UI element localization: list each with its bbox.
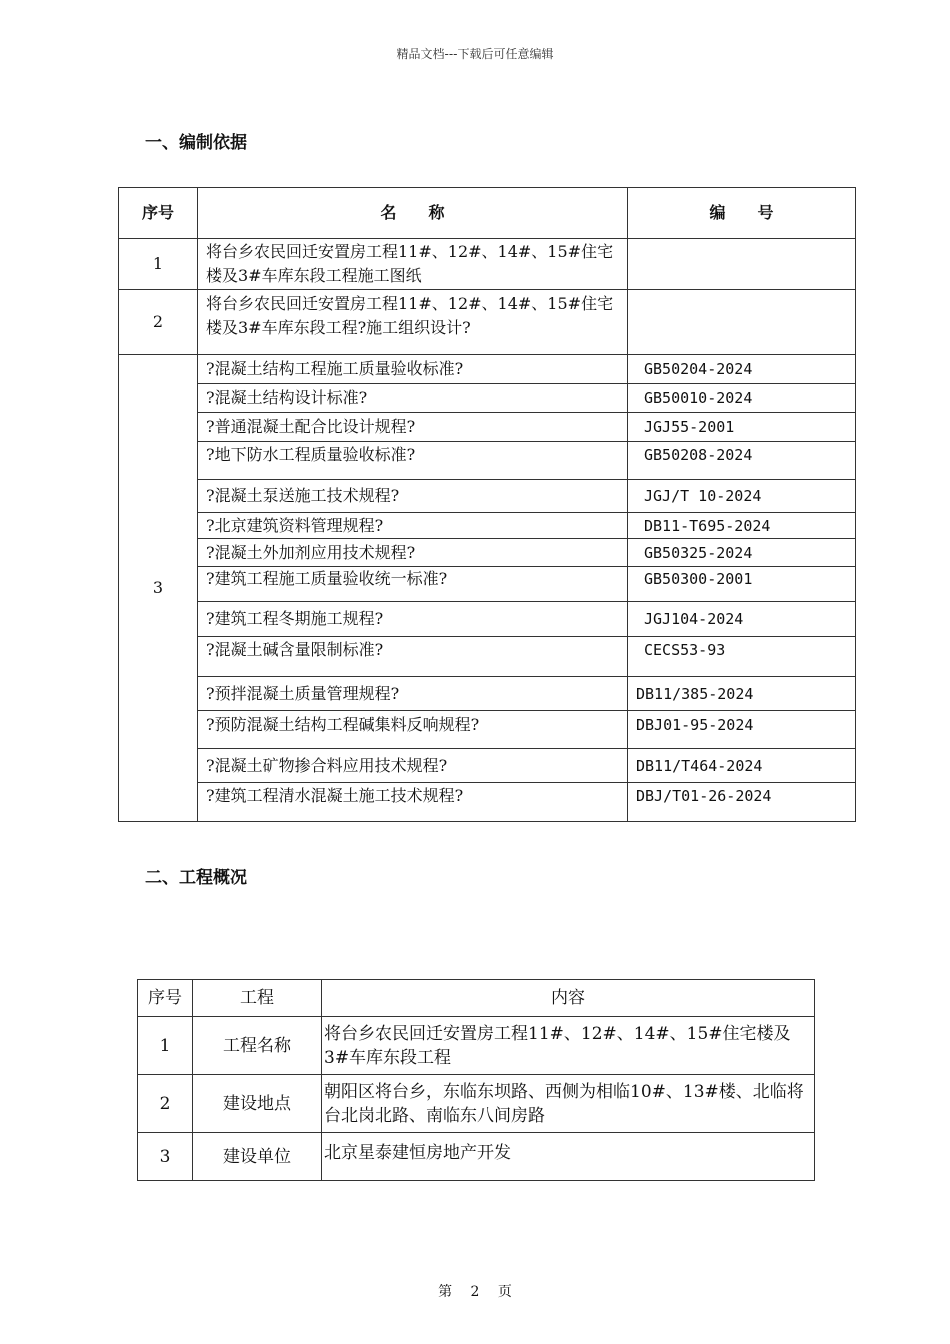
row-code: DB11/385-2024: [628, 677, 856, 711]
header-no: 序号: [138, 980, 193, 1017]
row-code: DB11-T695-2024: [628, 513, 856, 539]
row-name: 将台乡农民回迁安置房工程11#、12#、14#、15#住宅楼及3#车库东段工程?施工组织设计?: [198, 290, 628, 355]
row-name: ?预拌混凝土质量管理规程?: [198, 677, 628, 711]
row-code: GB50204-2024: [628, 355, 856, 384]
table-row: [138, 1017, 815, 1075]
row-no: 3: [119, 355, 198, 822]
section-heading-overview: 二、工程概况: [145, 868, 247, 888]
basis-table: [118, 187, 856, 822]
row-name: ?混凝土矿物掺合料应用技术规程?: [198, 749, 628, 783]
table-row: [119, 480, 856, 513]
row-code: [628, 290, 856, 355]
table-row: [119, 783, 856, 822]
table-row: [119, 239, 856, 290]
row-code: GB50208-2024: [628, 442, 856, 480]
table-row: [119, 637, 856, 677]
row-name: ?混凝土泵送施工技术规程?: [198, 480, 628, 513]
table-row: [119, 749, 856, 783]
row-name: ?建筑工程清水混凝土施工技术规程?: [198, 783, 628, 822]
row-no: 2: [119, 290, 198, 355]
table-row: [119, 539, 856, 567]
row-name: ?混凝土碱含量限制标准?: [198, 637, 628, 677]
table-header-row: [119, 188, 856, 239]
table-row: [119, 677, 856, 711]
row-code: GB50010-2024: [628, 384, 856, 413]
row-code: JGJ104-2024: [628, 602, 856, 637]
table-row: [119, 602, 856, 637]
row-name: ?普通混凝土配合比设计规程?: [198, 413, 628, 442]
row-code: GB50325-2024: [628, 539, 856, 567]
row-content: 将台乡农民回迁安置房工程11#、12#、14#、15#住宅楼及3#车库东段工程: [322, 1017, 815, 1075]
table-header-row: [138, 980, 815, 1017]
table-row: [119, 567, 856, 602]
overview-table: [137, 979, 815, 1181]
table-row: [119, 290, 856, 355]
table-row: [119, 513, 856, 539]
row-item: 建设地点: [193, 1075, 322, 1133]
row-name: ?建筑工程冬期施工规程?: [198, 602, 628, 637]
row-no: 3: [138, 1133, 193, 1181]
row-content: 朝阳区将台乡，东临东坝路、西侧为相临10#、13#楼、北临将台北岗北路、南临东八间房路: [322, 1075, 815, 1133]
section-heading-basis: 一、编制依据: [145, 133, 247, 153]
row-code: DB11/T464-2024: [628, 749, 856, 783]
row-name: ?北京建筑资料管理规程?: [198, 513, 628, 539]
row-code: DBJ/T01-26-2024: [628, 783, 856, 822]
header-content: 内容: [322, 980, 815, 1017]
row-code: JGJ/T 10-2024: [628, 480, 856, 513]
table-row: [119, 384, 856, 413]
row-content: 北京星泰建恒房地产开发: [322, 1133, 815, 1181]
footer-suffix: 页: [497, 1284, 512, 1300]
row-code: CECS53-93: [628, 637, 856, 677]
row-name: ?混凝土外加剂应用技术规程?: [198, 539, 628, 567]
row-name: ?建筑工程施工质量验收统一标准?: [198, 567, 628, 602]
table-row: [138, 1133, 815, 1181]
watermark-text: 精品文档---下载后可任意编辑: [396, 47, 554, 61]
row-no: 1: [119, 239, 198, 290]
row-code: GB50300-2001: [628, 567, 856, 602]
header-code: 编 号: [628, 188, 856, 239]
row-code: JGJ55-2001: [628, 413, 856, 442]
table-row: [119, 413, 856, 442]
row-code: DBJ01-95-2024: [628, 711, 856, 749]
row-name: ?预防混凝土结构工程碱集料反响规程?: [198, 711, 628, 749]
table-row: [119, 711, 856, 749]
page-number: 2: [470, 1284, 480, 1300]
row-name: ?混凝土结构工程施工质量验收标准?: [198, 355, 628, 384]
table-row: [119, 355, 856, 384]
row-code: [628, 239, 856, 290]
row-name: 将台乡农民回迁安置房工程11#、12#、14#、15#住宅楼及3#车库东段工程施工图纸: [198, 239, 628, 290]
row-item: 工程名称: [193, 1017, 322, 1075]
table-row: [119, 442, 856, 480]
header-no: 序号: [119, 188, 198, 239]
page-footer: [0, 1281, 950, 1301]
header-item: 工程: [193, 980, 322, 1017]
row-name: ?混凝土结构设计标准?: [198, 384, 628, 413]
table-row: [138, 1075, 815, 1133]
row-no: 2: [138, 1075, 193, 1133]
row-item: 建设单位: [193, 1133, 322, 1181]
footer-prefix: 第: [438, 1284, 453, 1300]
row-no: 1: [138, 1017, 193, 1075]
row-name: ?地下防水工程质量验收标准?: [198, 442, 628, 480]
header-name: 名 称: [198, 188, 628, 239]
